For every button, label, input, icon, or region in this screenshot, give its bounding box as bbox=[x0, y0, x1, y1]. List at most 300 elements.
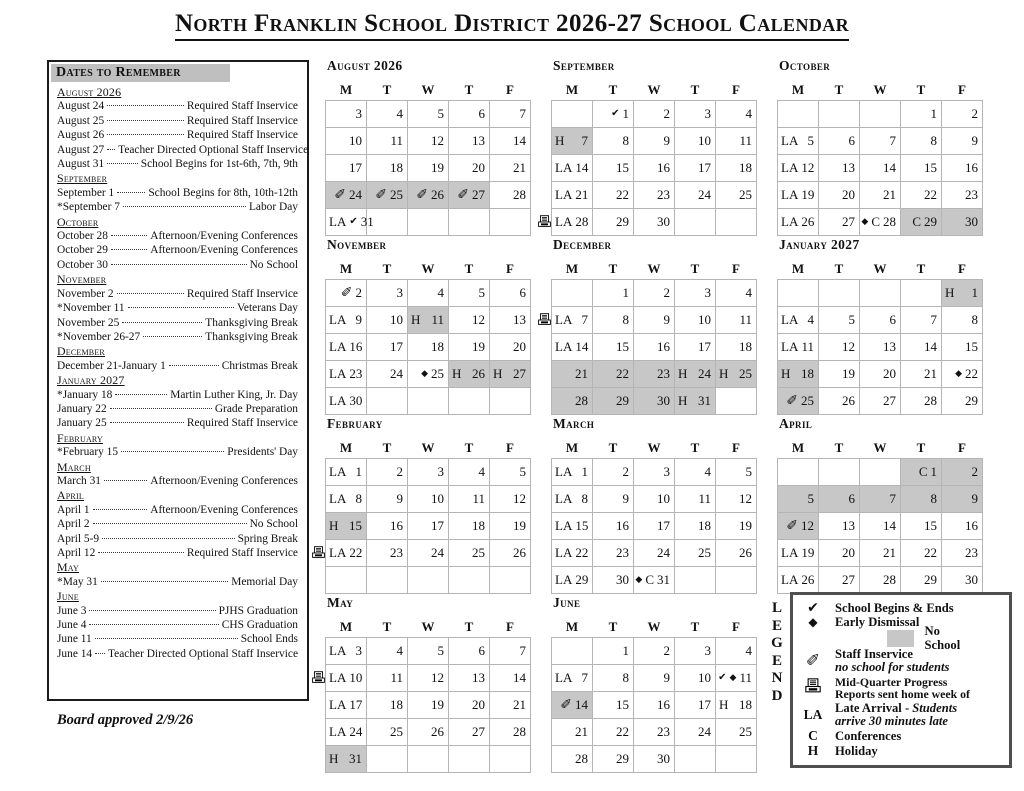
empty-day-cell bbox=[675, 746, 716, 773]
legend-text-segment: Mid-Quarter Progress bbox=[835, 674, 948, 689]
day-number: 14 bbox=[924, 339, 937, 354]
legend-letter: L bbox=[771, 600, 782, 616]
dotted-leader bbox=[95, 638, 238, 639]
day-cell-february-3 bbox=[408, 459, 449, 486]
day-cell-december-3 bbox=[675, 280, 716, 307]
staff-inservice-icon: ✐ bbox=[786, 393, 798, 409]
day-number: 23 bbox=[657, 366, 670, 381]
day-number: 11 bbox=[739, 670, 752, 685]
day-cell-june-10 bbox=[675, 665, 716, 692]
legend-text-segment: Staff Inservice bbox=[835, 646, 913, 661]
day-number: 7 bbox=[581, 670, 588, 685]
school-begins-ends-icon: ✔ bbox=[807, 600, 819, 616]
weekday-header: F bbox=[732, 81, 740, 97]
day-cell-march-12 bbox=[716, 486, 757, 513]
day-number: 2 bbox=[971, 106, 978, 121]
day-number: 7 bbox=[519, 643, 526, 658]
day-number: 31 bbox=[360, 214, 374, 229]
dates-item bbox=[57, 287, 298, 301]
day-cell-december-18 bbox=[716, 334, 757, 361]
day-cell-april-30 bbox=[942, 567, 983, 594]
day-cell-march-15 bbox=[552, 513, 593, 540]
day-cell-january-2027-27 bbox=[860, 388, 901, 415]
empty-day-cell bbox=[490, 388, 531, 415]
day-number: 28 bbox=[513, 724, 526, 739]
calendar-week-row bbox=[552, 567, 757, 594]
dotted-leader bbox=[107, 163, 138, 164]
day-cell-november-11 bbox=[408, 307, 449, 334]
mid-quarter-icon bbox=[538, 313, 551, 327]
dates-item-date: January 22 bbox=[57, 402, 107, 415]
empty-day-cell bbox=[778, 280, 819, 307]
calendar-week-row bbox=[326, 307, 531, 334]
dotted-leader bbox=[169, 365, 219, 366]
staff-inservice-icon: ✐ bbox=[334, 187, 346, 203]
day-cell-march-30 bbox=[593, 567, 634, 594]
calendar-month-august-2026 bbox=[325, 55, 531, 234]
day-number: 16 bbox=[965, 518, 978, 533]
empty-day-cell bbox=[819, 459, 860, 486]
month-title: January 2027 bbox=[779, 237, 860, 252]
day-code-la: LA bbox=[555, 214, 573, 229]
legend-entry-la bbox=[797, 702, 1003, 729]
dates-item-event: Required Staff Inservice bbox=[186, 129, 298, 142]
day-cell-march-11 bbox=[675, 486, 716, 513]
staff-inservice-icon: ✐ bbox=[786, 518, 798, 534]
day-cell-august-2026-24 bbox=[326, 182, 367, 209]
day-number: 19 bbox=[431, 160, 444, 175]
day-cell-september-18 bbox=[716, 155, 757, 182]
day-number: 21 bbox=[513, 697, 526, 712]
empty-day-cell bbox=[449, 388, 490, 415]
day-code-c: C bbox=[912, 214, 921, 229]
legend-text-segment: Late Arrival - bbox=[835, 700, 913, 715]
dates-item-event: PJHS Graduation bbox=[218, 604, 298, 617]
day-number: 15 bbox=[924, 160, 937, 175]
day-cell-october-5 bbox=[778, 128, 819, 155]
day-number: 23 bbox=[616, 545, 629, 560]
weekday-header: M bbox=[791, 81, 805, 97]
day-code-la: LA bbox=[781, 187, 799, 202]
day-cell-january-2027-11 bbox=[778, 334, 819, 361]
day-cell-december-29 bbox=[593, 388, 634, 415]
day-code-la: LA bbox=[329, 312, 347, 327]
day-code-la: LA bbox=[329, 339, 347, 354]
day-cell-april-22 bbox=[901, 540, 942, 567]
day-number: 25 bbox=[801, 393, 814, 408]
day-cell-november-24 bbox=[367, 361, 408, 388]
day-cell-september-11 bbox=[716, 128, 757, 155]
dates-item-event: Veterans Day bbox=[236, 302, 298, 315]
day-number: 31 bbox=[657, 572, 670, 587]
day-cell-april-14 bbox=[860, 513, 901, 540]
day-cell-february-18 bbox=[449, 513, 490, 540]
mid-quarter-icon bbox=[312, 546, 325, 560]
day-number: 30 bbox=[349, 393, 363, 408]
day-cell-may-7 bbox=[490, 638, 531, 665]
day-cell-september-22 bbox=[593, 182, 634, 209]
weekday-header: W bbox=[421, 618, 435, 634]
day-cell-february-17 bbox=[408, 513, 449, 540]
weekday-header-row bbox=[326, 79, 531, 101]
month-title: December bbox=[553, 237, 612, 252]
dates-item-date: September 1 bbox=[57, 186, 115, 199]
dotted-leader bbox=[107, 105, 184, 106]
day-cell-march-16 bbox=[593, 513, 634, 540]
day-cell-may-13 bbox=[449, 665, 490, 692]
day-cell-november-9 bbox=[326, 307, 367, 334]
day-number: 10 bbox=[349, 670, 363, 685]
day-cell-august-2026-11 bbox=[367, 128, 408, 155]
weekday-header-row bbox=[326, 437, 531, 459]
day-cell-april-13 bbox=[819, 513, 860, 540]
calendar-week-row bbox=[326, 692, 531, 719]
day-number: 13 bbox=[883, 339, 896, 354]
calendar-week-row bbox=[326, 540, 531, 567]
dates-section-header: November bbox=[57, 272, 107, 287]
day-code-h: H bbox=[555, 133, 565, 148]
day-cell-september-29 bbox=[593, 209, 634, 236]
day-cell-october-9 bbox=[942, 128, 983, 155]
calendar-week-row bbox=[778, 567, 983, 594]
dates-item bbox=[57, 330, 298, 344]
calendar-month-march bbox=[551, 413, 757, 592]
day-cell-august-2026-26 bbox=[408, 182, 449, 209]
day-cell-january-2027-4 bbox=[778, 307, 819, 334]
calendar-week-row bbox=[326, 459, 531, 486]
legend-line bbox=[835, 745, 878, 759]
legend-text-segment: School Begins & Ends bbox=[835, 600, 954, 615]
dates-item-event: Teacher Directed Optional Staff Inservice bbox=[118, 143, 309, 156]
day-number: 26 bbox=[431, 187, 444, 202]
dates-item-event: Required Staff Inservice bbox=[186, 114, 298, 127]
day-cell-april-2 bbox=[942, 459, 983, 486]
dates-item-event: Afternoon/Evening Conferences bbox=[150, 503, 298, 516]
empty-day-cell bbox=[449, 746, 490, 773]
day-number: 17 bbox=[431, 518, 444, 533]
dates-item-date: November 2 bbox=[57, 287, 114, 300]
calendar-week-row bbox=[778, 361, 983, 388]
calendar-week-row bbox=[552, 307, 757, 334]
day-cell-may-20 bbox=[449, 692, 490, 719]
month-table-april bbox=[777, 437, 983, 594]
day-cell-june-29 bbox=[593, 746, 634, 773]
dates-item-event: Martin Luther King, Jr. Day bbox=[170, 388, 298, 401]
day-cell-june-30 bbox=[634, 746, 675, 773]
day-number: 7 bbox=[889, 491, 896, 506]
day-number: 16 bbox=[657, 697, 670, 712]
day-number: 10 bbox=[390, 312, 403, 327]
day-number: 11 bbox=[431, 312, 444, 327]
day-number: 5 bbox=[437, 643, 444, 658]
legend-text-segment: Conferences bbox=[835, 728, 902, 743]
calendar-month-april bbox=[777, 413, 983, 592]
day-number: 1 bbox=[355, 464, 362, 479]
dates-item-date: November 25 bbox=[57, 316, 120, 329]
day-number: 12 bbox=[431, 670, 444, 685]
legend-line bbox=[835, 688, 970, 701]
weekday-header: T bbox=[690, 618, 700, 634]
day-cell-march-9 bbox=[593, 486, 634, 513]
day-cell-november-16 bbox=[326, 334, 367, 361]
day-number: 24 bbox=[431, 545, 444, 560]
day-number: 18 bbox=[390, 697, 403, 712]
day-number: 14 bbox=[575, 339, 589, 354]
day-cell-september-25 bbox=[716, 182, 757, 209]
dates-section-header: December bbox=[57, 344, 105, 359]
day-number: 24 bbox=[657, 545, 670, 560]
dates-item-event: Labor Day bbox=[248, 201, 298, 214]
day-cell-august-2026-7 bbox=[490, 101, 531, 128]
dates-item bbox=[57, 128, 298, 142]
day-number: 23 bbox=[657, 724, 670, 739]
calendar-week-row bbox=[778, 307, 983, 334]
day-number: 2 bbox=[622, 464, 629, 479]
calendar-week-row bbox=[778, 182, 983, 209]
dotted-leader bbox=[107, 149, 115, 150]
day-cell-december-7 bbox=[552, 307, 593, 334]
day-number: 21 bbox=[513, 160, 526, 175]
day-number: 28 bbox=[513, 187, 526, 202]
day-number: 27 bbox=[472, 187, 485, 202]
day-code-la: LA bbox=[781, 214, 799, 229]
day-code-h: H bbox=[678, 393, 688, 408]
dates-section-header: May bbox=[57, 560, 79, 575]
day-cell-may-6 bbox=[449, 638, 490, 665]
day-code-la: LA bbox=[329, 697, 347, 712]
day-cell-june-28 bbox=[552, 746, 593, 773]
dates-item bbox=[57, 316, 298, 330]
day-number: 1 bbox=[971, 285, 978, 300]
day-number: 12 bbox=[739, 491, 752, 506]
day-number: 22 bbox=[965, 366, 978, 381]
day-cell-february-22 bbox=[326, 540, 367, 567]
day-cell-february-5 bbox=[490, 459, 531, 486]
day-cell-october-12 bbox=[778, 155, 819, 182]
day-cell-february-10 bbox=[408, 486, 449, 513]
day-cell-november-12 bbox=[449, 307, 490, 334]
day-number: 11 bbox=[472, 491, 485, 506]
day-number: 22 bbox=[924, 545, 937, 560]
day-number: 4 bbox=[396, 106, 403, 121]
dates-section-header: March bbox=[57, 459, 91, 474]
legend-line bbox=[835, 661, 949, 675]
dates-item bbox=[57, 546, 298, 560]
day-number: 19 bbox=[472, 339, 485, 354]
day-number: 24 bbox=[349, 187, 362, 202]
day-number: 27 bbox=[842, 214, 855, 229]
day-code-la: LA bbox=[329, 464, 347, 479]
dates-item bbox=[57, 618, 298, 632]
day-cell-april-26 bbox=[778, 567, 819, 594]
empty-day-cell bbox=[860, 280, 901, 307]
day-number: 14 bbox=[575, 160, 589, 175]
day-number: 3 bbox=[355, 643, 362, 658]
empty-day-cell bbox=[367, 746, 408, 773]
school-begins-ends-icon: ✔ bbox=[349, 216, 358, 227]
day-number: 16 bbox=[390, 518, 403, 533]
empty-day-cell bbox=[860, 459, 901, 486]
day-cell-december-14 bbox=[552, 334, 593, 361]
day-cell-december-10 bbox=[675, 307, 716, 334]
day-number: 3 bbox=[704, 285, 711, 300]
day-number: 26 bbox=[472, 366, 485, 381]
day-number: 18 bbox=[472, 518, 485, 533]
weekday-header: F bbox=[958, 439, 966, 455]
day-cell-september-7 bbox=[552, 128, 593, 155]
day-number: 17 bbox=[657, 518, 670, 533]
day-cell-june-23 bbox=[634, 719, 675, 746]
day-cell-february-11 bbox=[449, 486, 490, 513]
day-number: 26 bbox=[801, 572, 815, 587]
day-cell-august-2026-18 bbox=[367, 155, 408, 182]
day-cell-october-20 bbox=[819, 182, 860, 209]
day-number: 15 bbox=[616, 697, 629, 712]
day-number: 26 bbox=[431, 724, 444, 739]
day-number: 30 bbox=[616, 572, 629, 587]
day-number: 3 bbox=[704, 106, 711, 121]
legend-text-segment: Reports sent home week of bbox=[835, 687, 970, 702]
day-number: 29 bbox=[616, 393, 629, 408]
dates-section-header: April bbox=[57, 488, 84, 503]
day-cell-august-2026-14 bbox=[490, 128, 531, 155]
day-number: 21 bbox=[575, 724, 588, 739]
dates-section-header: January 2027 bbox=[57, 373, 125, 388]
weekday-header: T bbox=[834, 439, 844, 455]
calendar-week-row bbox=[552, 209, 757, 236]
day-number: 23 bbox=[349, 366, 363, 381]
day-cell-november-26 bbox=[449, 361, 490, 388]
calendar-week-row bbox=[326, 567, 531, 594]
day-number: 15 bbox=[575, 518, 589, 533]
legend-line bbox=[835, 648, 949, 662]
dates-item bbox=[57, 416, 298, 430]
legend-vertical-label bbox=[764, 592, 790, 768]
legend-line bbox=[835, 715, 957, 729]
month-title: May bbox=[327, 595, 354, 610]
day-cell-august-2026-17 bbox=[326, 155, 367, 182]
calendar-month-december bbox=[551, 234, 757, 413]
legend-text-segment: Holiday bbox=[835, 743, 878, 758]
day-cell-march-23 bbox=[593, 540, 634, 567]
empty-day-cell bbox=[326, 567, 367, 594]
day-cell-december-24 bbox=[675, 361, 716, 388]
day-number: 25 bbox=[472, 545, 485, 560]
day-number: 2 bbox=[355, 285, 362, 300]
dates-item-event: Presidents' Day bbox=[227, 446, 298, 459]
empty-day-cell bbox=[408, 388, 449, 415]
day-cell-february-26 bbox=[490, 540, 531, 567]
day-cell-february-25 bbox=[449, 540, 490, 567]
weekday-header: T bbox=[608, 439, 618, 455]
day-cell-march-29 bbox=[552, 567, 593, 594]
calendar-week-row bbox=[552, 155, 757, 182]
day-cell-april-1 bbox=[901, 459, 942, 486]
weekday-header: M bbox=[565, 260, 579, 276]
day-cell-april-16 bbox=[942, 513, 983, 540]
day-code-la: LA bbox=[555, 491, 573, 506]
day-number: 4 bbox=[437, 285, 444, 300]
day-number: 6 bbox=[478, 643, 485, 658]
month-table-march bbox=[551, 437, 757, 594]
day-number: 19 bbox=[842, 366, 855, 381]
dates-item bbox=[57, 445, 298, 459]
dates-item-event: No School bbox=[249, 258, 298, 271]
dates-item-event: Thanksgiving Break bbox=[205, 330, 298, 343]
dotted-leader bbox=[107, 120, 184, 121]
weekday-header: T bbox=[608, 618, 618, 634]
day-cell-february-2 bbox=[367, 459, 408, 486]
day-number: 1 bbox=[622, 106, 629, 121]
day-number: 2 bbox=[663, 285, 670, 300]
day-number: 28 bbox=[575, 751, 588, 766]
dates-item-date: *May 31 bbox=[57, 575, 98, 588]
calendar-week-row bbox=[326, 182, 531, 209]
day-number: 23 bbox=[390, 545, 403, 560]
legend-line bbox=[835, 602, 954, 616]
weekday-header-row bbox=[326, 616, 531, 638]
day-cell-january-2027-28 bbox=[901, 388, 942, 415]
day-cell-may-24 bbox=[326, 719, 367, 746]
day-number: 22 bbox=[616, 187, 629, 202]
calendar-month-january-2027 bbox=[777, 234, 983, 413]
weekday-header: T bbox=[916, 439, 926, 455]
day-number: 19 bbox=[739, 518, 752, 533]
day-cell-june-18 bbox=[716, 692, 757, 719]
legend-entry-text bbox=[835, 702, 957, 729]
day-number: 30 bbox=[965, 572, 978, 587]
weekday-header: T bbox=[608, 81, 618, 97]
weekday-header: T bbox=[690, 260, 700, 276]
day-cell-august-2026-13 bbox=[449, 128, 490, 155]
day-cell-august-2026-21 bbox=[490, 155, 531, 182]
day-cell-june-14 bbox=[552, 692, 593, 719]
legend-line bbox=[835, 730, 901, 744]
month-title: April bbox=[779, 416, 813, 431]
day-cell-september-24 bbox=[675, 182, 716, 209]
legend-letter: E bbox=[771, 652, 782, 669]
legend-entry-text bbox=[835, 648, 949, 675]
day-number: 24 bbox=[349, 724, 363, 739]
dates-item bbox=[57, 575, 298, 589]
weekday-header: W bbox=[647, 260, 661, 276]
dates-item-event: Thanksgiving Break bbox=[205, 316, 298, 329]
calendar-week-row bbox=[326, 719, 531, 746]
weekday-header: W bbox=[647, 439, 661, 455]
calendar-week-row bbox=[552, 692, 757, 719]
weekday-header: T bbox=[690, 439, 700, 455]
day-cell-september-28 bbox=[552, 209, 593, 236]
day-number: 4 bbox=[745, 285, 752, 300]
day-cell-april-29 bbox=[901, 567, 942, 594]
early-dismissal-icon: ◆ bbox=[861, 216, 869, 227]
weekday-header: T bbox=[834, 81, 844, 97]
day-number: 27 bbox=[842, 572, 855, 587]
weekday-header: T bbox=[382, 81, 392, 97]
month-title: September bbox=[553, 58, 615, 73]
day-cell-june-11 bbox=[716, 665, 757, 692]
day-cell-november-10 bbox=[367, 307, 408, 334]
dotted-leader bbox=[89, 624, 218, 625]
day-number: 3 bbox=[704, 643, 711, 658]
day-number: 16 bbox=[616, 518, 629, 533]
day-cell-may-5 bbox=[408, 638, 449, 665]
day-number: 15 bbox=[349, 518, 362, 533]
day-number: 9 bbox=[971, 133, 978, 148]
calendar-week-row bbox=[778, 128, 983, 155]
day-cell-january-2027-13 bbox=[860, 334, 901, 361]
empty-day-cell bbox=[449, 567, 490, 594]
